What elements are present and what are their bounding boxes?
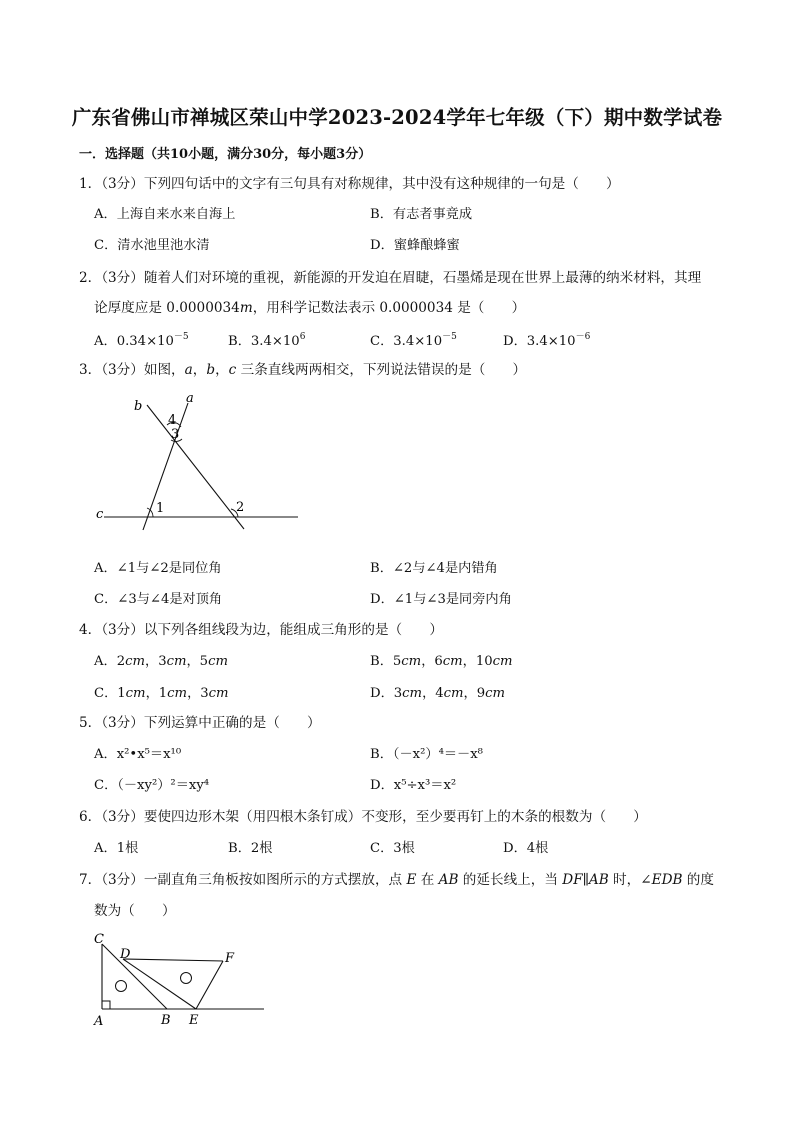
q5-option-a: A．x²•x⁵＝x¹⁰ (94, 747, 182, 762)
q2-option-d-base: D．3.4×10 (503, 334, 576, 349)
q1-option-c: C．清水池里池水清 (94, 238, 210, 253)
question-1-stem: 1．（3分）下列四句话中的文字有三句具有对称规律，其中没有这种规律的一句是（ ） (79, 176, 620, 192)
q4-option-a (94, 655, 228, 668)
q2-option-d (503, 332, 591, 349)
q6-option-d: D．4根 (503, 841, 549, 856)
q4-d-p0: 3 (393, 686, 403, 701)
q1-option-a: A．上海自来水来自海上 (94, 207, 236, 222)
q2-option-c-exp: －5 (442, 332, 457, 342)
q4-c-p0: 1 (117, 686, 126, 701)
q4-a-p0: 2 (116, 654, 126, 669)
q2-option-a (94, 332, 189, 349)
q7-right-angle-mark (102, 1001, 110, 1009)
q2-option-b-base: B．3.4×10 (228, 334, 300, 349)
q4-b-p2: ，6 (421, 654, 443, 669)
q7-text-end: 的度 (682, 872, 714, 888)
q1-option-b: B．有志者事竟成 (370, 207, 473, 222)
q3-sep-1: ， (192, 362, 207, 378)
question-2-stem-line2 (94, 302, 525, 316)
q2-line2-text-a: 论厚度应是 0.0000034 (94, 300, 240, 316)
q4-d-p1: cm (402, 686, 423, 701)
q3-line-a (143, 403, 188, 530)
q7-text-mid1: 在 (416, 872, 439, 888)
q7-text-mid2: 的延长线上，当 (458, 872, 563, 888)
q4-b-p1: cm (401, 654, 422, 669)
q2-option-c (370, 332, 457, 349)
q7-figure (88, 928, 270, 1028)
q7-point-e: E (406, 872, 417, 888)
q4-c-p5: cm (208, 686, 229, 701)
q4-b-p0: 5 (392, 654, 402, 669)
q3-figure (90, 388, 305, 533)
q2-line2-text-b: ，用科学记数法表示 0.0000034 是（ ） (252, 300, 526, 316)
exam-title: 广东省佛山市禅城区荣山中学2023-2024学年七年级（下）期中数学试卷 (71, 106, 723, 129)
q3-option-b: B．∠2与∠4是内错角 (370, 561, 498, 576)
q3-label-c: c (96, 507, 104, 522)
q3-option-c: C．∠3与∠4是对顶角 (94, 592, 223, 607)
q7-label-d: D (120, 947, 131, 962)
q4-a-p4: ，5 (186, 654, 209, 669)
q2-unit: m (239, 300, 253, 316)
question-7-stem-line1 (79, 874, 714, 888)
q7-angle-edb: EDB (651, 872, 683, 888)
q7-parallel-symbol: ∥ (582, 872, 589, 888)
q2-option-a-exp: －5 (173, 332, 189, 342)
q5-option-c: C．（－xy²）²＝xy⁴ (94, 778, 210, 793)
q7-label-f: F (225, 951, 235, 966)
q4-a-label: A． (94, 654, 117, 669)
section-heading: 一．选择题（共10小题，满分30分，每小题3分） (79, 147, 372, 162)
q4-option-d (370, 687, 505, 700)
q4-c-p2: ，1 (145, 686, 168, 701)
question-4-stem: 4．（3分）以下列各组线段为边，能组成三角形的是（ ） (79, 622, 443, 638)
question-5-stem: 5．（3分）下列运算中正确的是（ ） (79, 715, 321, 731)
q3-var-b: b (206, 362, 216, 378)
q3-label-3: 3 (171, 427, 180, 442)
q2-option-d-exp: －6 (575, 332, 591, 342)
q4-c-label: C． (94, 686, 118, 701)
q4-d-p2: ，4 (422, 686, 444, 701)
q4-c-p4: ，3 (187, 686, 209, 701)
q3-stem-b: 三条直线两两相交，下列说法错误的是（ ） (236, 362, 527, 378)
q6-option-a: A．1根 (94, 841, 139, 856)
q3-label-2: 2 (236, 500, 245, 515)
q7-label-b: B (161, 1013, 171, 1028)
q7-segment-ab: AB (438, 872, 459, 888)
q5-option-b: B．（－x²）⁴＝－x⁸ (370, 747, 483, 762)
q7-label-a: A (94, 1014, 104, 1028)
q4-a-p2: ，3 (145, 654, 167, 669)
question-3-stem (79, 364, 526, 378)
q7-side-df (123, 959, 223, 961)
q6-option-b: B．2根 (228, 841, 273, 856)
q7-text-mid3: 时，∠ (608, 872, 652, 888)
q7-segment-ab-2: AB (588, 872, 609, 888)
q4-d-p5: cm (485, 686, 506, 701)
q3-label-a: a (186, 391, 194, 406)
q7-text-a: 7．（3分）一副直角三角板按如图所示的方式摆放，点 (79, 872, 407, 888)
q3-option-a: A．∠1与∠2是同位角 (94, 561, 222, 576)
q3-sep-2: ， (215, 362, 229, 378)
q4-b-p4: ，10 (462, 654, 493, 669)
q4-option-c (94, 687, 229, 700)
q7-segment-df: DF (562, 872, 583, 888)
q7-label-c: C (94, 932, 104, 947)
q4-d-p3: cm (443, 686, 464, 701)
q3-stem-a: 3．（3分）如图， (79, 362, 185, 378)
q4-a-p1: cm (125, 654, 146, 669)
q7-side-cb (102, 944, 167, 1009)
q4-b-label: B． (370, 654, 393, 669)
q3-label-4: 4 (168, 413, 177, 428)
q7-hole-left (116, 981, 127, 992)
q2-option-b-exp: 6 (299, 332, 306, 342)
q4-d-p4: ，9 (463, 686, 486, 701)
q7-hole-right (181, 973, 192, 984)
q3-var-c: c (228, 362, 237, 378)
q6-option-c: C．3根 (370, 841, 415, 856)
q4-b-p3: cm (442, 654, 463, 669)
q4-a-p5: cm (208, 654, 228, 669)
q4-a-p3: cm (166, 654, 187, 669)
q7-label-e: E (189, 1013, 199, 1028)
question-2-stem-line1: 2．（3分）随着人们对环境的重视，新能源的开发迫在眉睫，石墨烯是现在世界上最薄的纳米材料，其理 (79, 270, 702, 286)
q2-option-a-base: A．0.34×10 (94, 334, 174, 349)
q4-b-p5: cm (492, 654, 513, 669)
q4-d-label: D． (370, 686, 394, 701)
question-6-stem: 6．（3分）要使四边形木架（用四根木条钉成）不变形，至少要再钉上的木条的根数为（ ） (79, 809, 647, 825)
q4-option-b (370, 655, 513, 668)
q3-label-b: b (134, 399, 143, 414)
q4-c-p3: cm (167, 686, 188, 701)
q2-option-c-base: C．3.4×10 (370, 334, 443, 349)
q3-label-1: 1 (156, 501, 165, 516)
q4-c-p1: cm (125, 686, 146, 701)
q3-option-d: D．∠1与∠3是同旁内角 (370, 592, 512, 607)
q3-var-a: a (184, 362, 193, 378)
q2-option-b (228, 332, 306, 349)
q5-option-d: D．x⁵÷x³＝x² (370, 778, 457, 793)
question-7-stem-line2: 数为（ ） (94, 903, 176, 919)
q7-side-fe (196, 961, 223, 1009)
q1-option-d: D．蜜蜂酿蜂蜜 (370, 238, 460, 253)
